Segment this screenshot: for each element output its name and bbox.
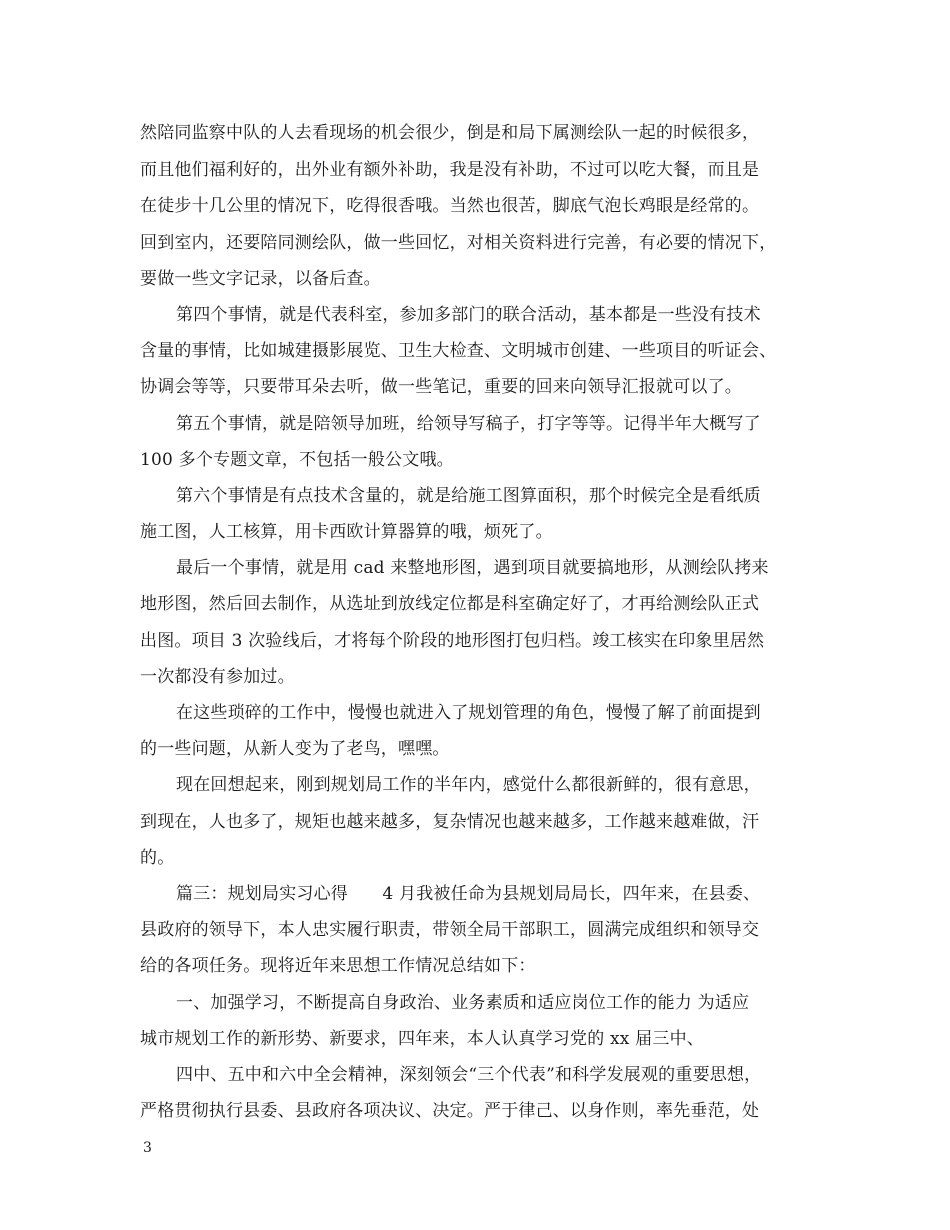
paragraph-first-line: 第四个事情，就是代表科室，参加多部门的联合活动，基本都是一些没有技术: [176, 305, 761, 325]
text-line: 地形图，然后回去制作，从选址到放线定位都是科室确定好了，才再给测绘队正式: [140, 594, 760, 614]
paragraph-first-line: 一、加强学习，不断提高自身政治、业务素质和适应岗位工作的能力 为适应: [176, 993, 750, 1013]
text-line: 100 多个专题文章，不包括一般公文哦。: [140, 450, 454, 470]
paragraph-first-line: 在这些琐碎的工作中，慢慢也就进入了规划管理的角色，慢慢了解了前面提到: [176, 703, 761, 723]
text-line: 的。: [140, 848, 175, 868]
text-line: 出图。项目 3 次验线后，才将每个阶段的地形图打包归档。竣工核实在印象里居然: [140, 631, 765, 651]
text-line: 而且他们福利好的，出外业有额外补助，我是没有补助，不过可以吃大餐，而且是: [140, 160, 760, 180]
text-line: 城市规划工作的新形势、新要求，四年来，本人认真学习党的 xx 届三中、: [140, 1029, 704, 1049]
text-line: 协调会等等，只要带耳朵去听，做一些笔记，重要的回来向领导汇报就可以了。: [140, 377, 742, 397]
paragraph-first-line: 四中、五中和六中全会精神，深刻领会“三个代表”和科学发展观的重要思想，: [176, 1065, 762, 1085]
text-line: 严格贯彻执行县委、县政府各项决议、决定。严于律己、以身作则，率先垂范，处: [140, 1101, 760, 1121]
paragraph-first-line: 第五个事情，就是陪领导加班，给领导写稿子，打字等等。记得半年大概写了: [176, 414, 761, 434]
text-line: 到现在，人也多了，规矩也越来越多，复杂情况也越来越多，工作越来越难做，汗: [140, 812, 760, 832]
text-line: 然陪同监察中队的人去看现场的机会很少，倒是和局下属测绘队一起的时候很多，: [140, 123, 760, 143]
section-heading-line: 篇三：规划局实习心得 4 月我被任命为县规划局局长，四年来，在县委、: [176, 884, 761, 904]
text-line: 给的各项任务。现将近年来思想工作情况总结如下：: [140, 956, 536, 976]
paragraph-first-line: 第六个事情是有点技术含量的，就是给施工图算面积，那个时候完全是看纸质: [176, 486, 761, 506]
text-line: 的一些问题，从新人变为了老鸟，嘿嘿。: [140, 739, 450, 759]
text-line: 施工图，人工核算，用卡西欧计算器算的哦，烦死了。: [140, 522, 553, 542]
text-line: 回到室内，还要陪同测绘队，做一些回忆，对相关资料进行完善，有必要的情况下，: [140, 233, 777, 253]
text-line: 含量的事情，比如城建摄影展览、卫生大检查、文明城市创建、一些项目的听证会、: [140, 341, 777, 361]
text-line: 要做一些文字记录，以备后查。: [140, 269, 381, 289]
page-number: 3: [143, 1140, 152, 1156]
paragraph-first-line: 最后一个事情，就是用 cad 来整地形图，遇到项目就要搞地形，从测绘队拷来: [176, 558, 769, 578]
text-line: 县政府的领导下，本人忠实履行职责，带领全局干部职工，圆满完成组织和领导交: [140, 920, 760, 940]
paragraph-first-line: 现在回想起来，刚到规划局工作的半年内，感觉什么都很新鲜的，很有意思，: [176, 775, 761, 795]
text-line: 在徒步十几公里的情况下，吃得很香哦。当然也很苦，脚底气泡长鸡眼是经常的。: [140, 196, 760, 216]
text-line: 一次都没有参加过。: [140, 667, 295, 687]
